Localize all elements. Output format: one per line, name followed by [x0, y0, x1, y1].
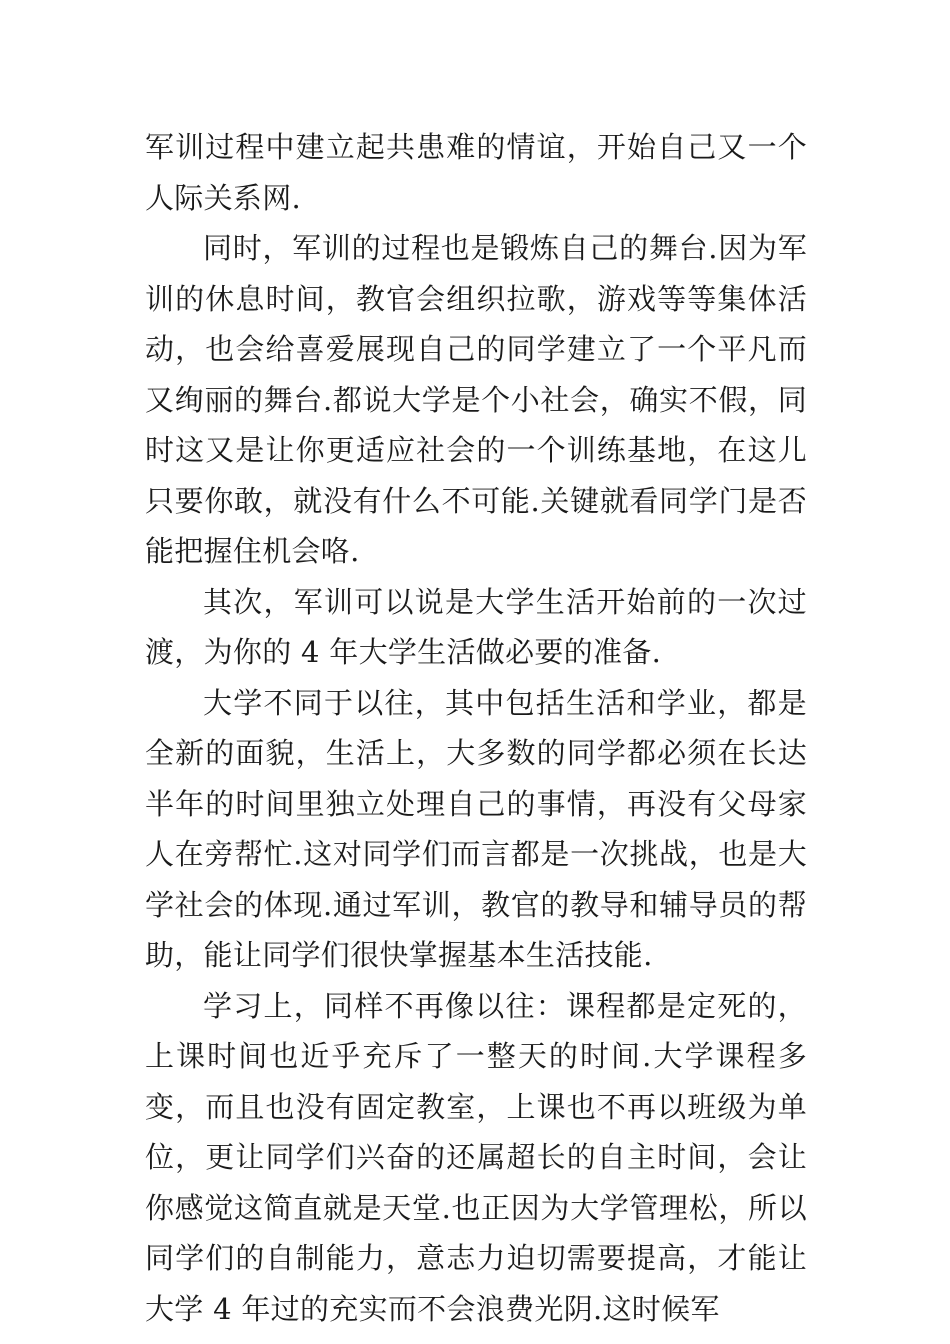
paragraph-4: 大学不同于以往，其中包括生活和学业，都是全新的面貌，生活上，大多数的同学都必须在长达半年的时间里独立处理自己的事情，再没有父母家人在旁帮忙.这对同学们而言都是一次挑战，也是大学社会的体现.通过军训，教官的教导和辅导员的帮助，能让同学们很快掌握基本生活技能.	[145, 685, 807, 972]
document-body	[145, 122, 807, 1334]
paragraph-5: 学习上，同样不再像以往：课程都是定死的，上课时间也近乎充斥了一整天的时间.大学课程多变，而且也没有固定教室，上课也不再以班级为单位，更让同学们兴奋的还属超长的自主时间，会让你感觉这简直就是天堂.也正因为大学管理松，所以同学们的自制能力，意志力迫切需要提高，才能让大学 4 年过的充实而不会浪费光阴.这时候军	[145, 988, 807, 1326]
paragraph-1: 军训过程中建立起共患难的情谊，开始自己又一个人际关系网.	[145, 130, 807, 215]
paragraph-2: 同时，军训的过程也是锻炼自己的舞台.因为军训的休息时间，教官会组织拉歌，游戏等等集体活动，也会给喜爱展现自己的同学建立了一个平凡而又绚丽的舞台.都说大学是个小社会，确实不假，同时这又是让你更适应社会的一个训练基地，在这儿只要你敢，就没有什么不可能.关键就看同学门是否能把握住机会咯.	[145, 231, 807, 568]
paragraph-3: 其次，军训可以说是大学生活开始前的一次过渡，为你的 4 年大学生活做必要的准备.	[145, 584, 807, 669]
